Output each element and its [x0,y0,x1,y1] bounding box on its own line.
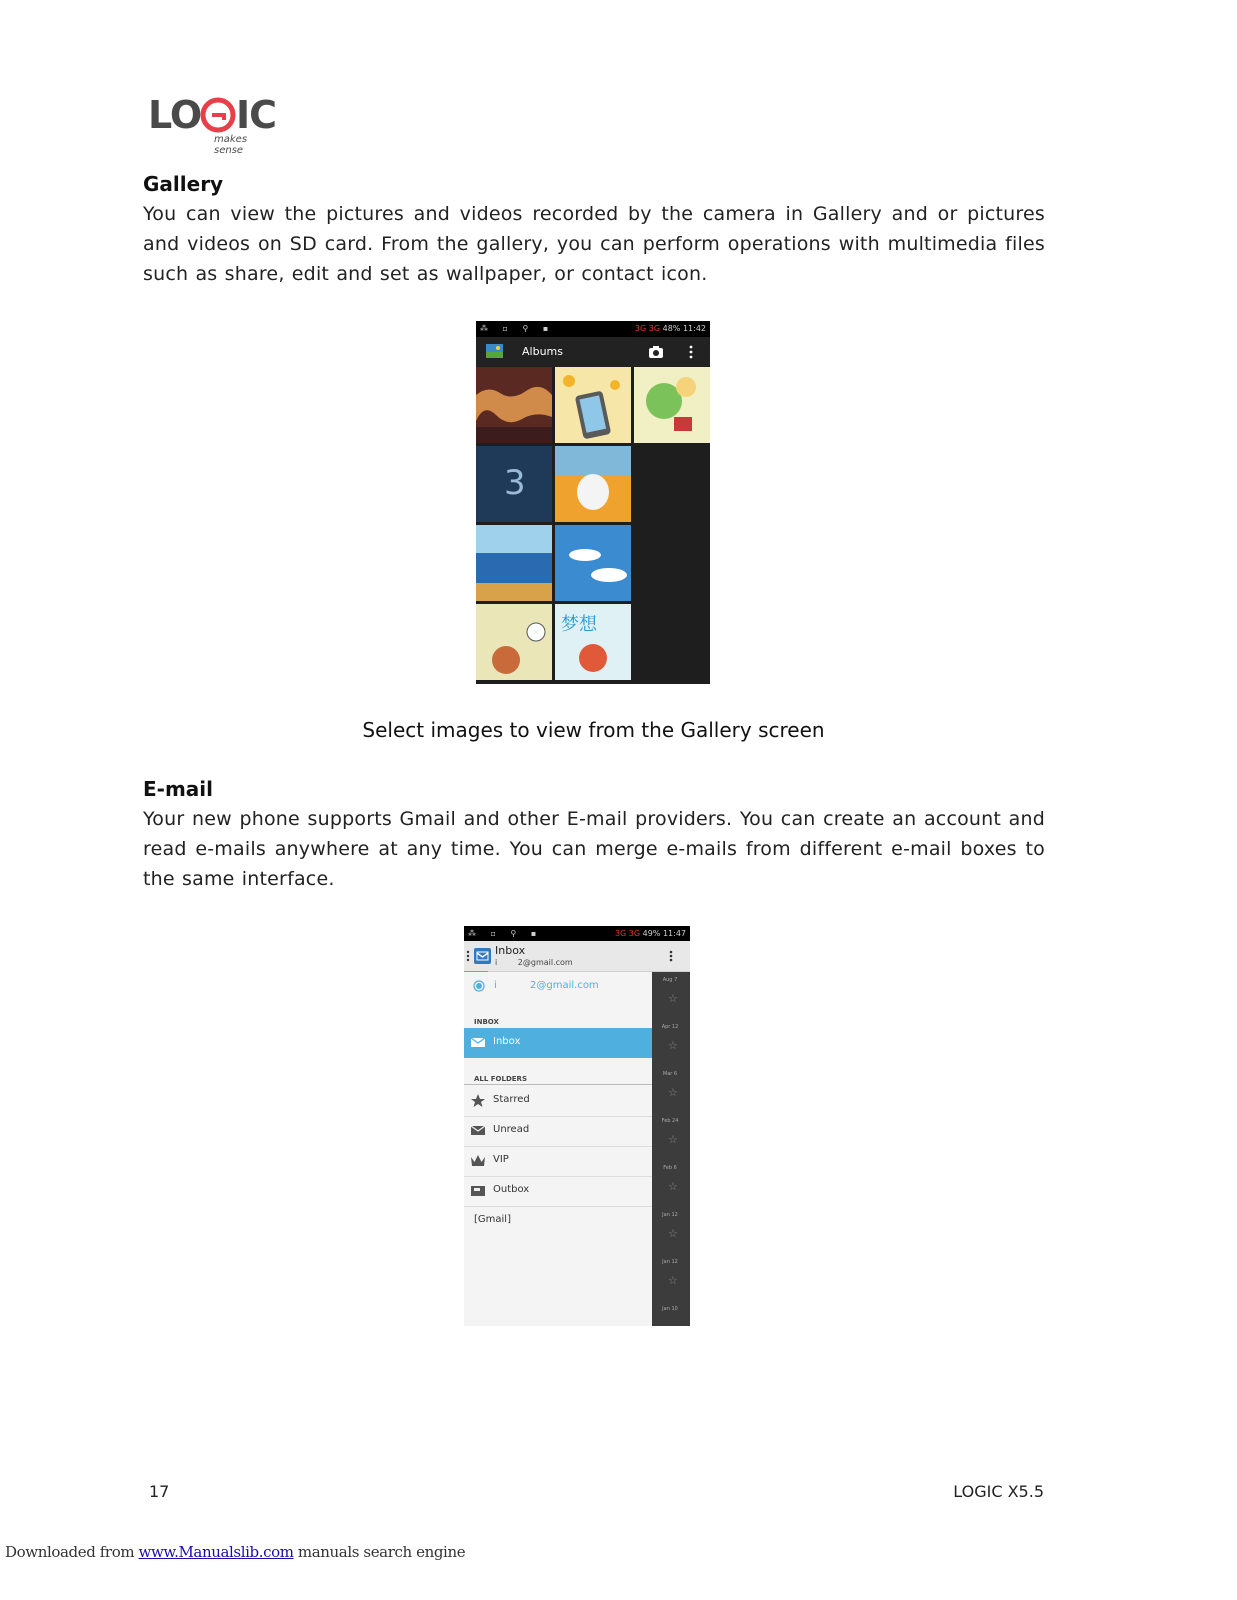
status-right [635,324,706,333]
overflow-menu-icon[interactable] [688,345,694,359]
message-date: Jan 10 [662,1306,678,1312]
overflow-menu-icon[interactable] [669,950,673,962]
manualslib-link[interactable]: www.Manualslib.com [138,1543,294,1561]
folder-label: Outbox [493,1184,530,1195]
status-left-icons: ⁂ ▫ ⚲ ▪ [468,929,543,938]
folder-gmail[interactable] [464,1206,652,1236]
message-list-edge [652,972,690,1326]
status-bar [476,321,710,337]
email-paragraph: Your new phone supports Gmail and other E-mail providers. You can create an account and read e-mails anywhere at any time. You can merge e-mails from different e-mail boxes to the same interface. [143,808,1045,890]
battery-level: 49% [642,929,661,938]
star-outline-icon[interactable]: ☆ [668,1227,678,1240]
gallery-app-icon[interactable] [486,344,503,358]
email-screenshot [464,926,690,1326]
gallery-screenshot [476,321,710,684]
logic-logo [148,92,278,156]
account-subtitle [495,958,573,967]
message-date: Feb 6 [663,1165,677,1171]
status-right [615,929,686,938]
drawer-handle-icon[interactable] [466,950,470,962]
outbox-icon [471,1184,485,1197]
album-thumbnail[interactable] [476,367,552,443]
section-all-folders: ALL FOLDERS [474,1075,527,1083]
page-number: 17 [149,1482,170,1501]
folder-drawer [464,972,652,1326]
email-app-icon[interactable] [474,948,491,964]
account-prefix: i [495,958,498,967]
message-date: Apr 12 [661,1024,679,1030]
email-heading: E-mail [143,777,214,801]
account-email: 2@gmail.com [517,958,573,967]
status-time: 11:47 [662,929,686,938]
folder-label: [Gmail] [474,1214,511,1225]
folder-inbox[interactable] [464,1028,652,1058]
inbox-title: Inbox [495,944,526,957]
folder-unread[interactable] [464,1116,652,1146]
status-time: 11:42 [682,324,706,333]
star-outline-icon[interactable]: ☆ [668,1274,678,1287]
folder-vip[interactable] [464,1146,652,1176]
folder-outbox[interactable] [464,1176,652,1206]
svg-text:3: 3 [504,463,526,503]
album-thumbnail[interactable] [634,367,710,443]
drawer-account-row[interactable] [464,972,652,1002]
gallery-caption: Select images to view from the Gallery screen [362,718,825,742]
download-banner [5,1543,465,1561]
drawer-account-email: 2@gmail.com [530,980,599,991]
album-thumbnail[interactable] [555,446,631,522]
albums-title[interactable]: Albums [522,345,563,358]
star-outline-icon[interactable]: ☆ [668,992,678,1005]
star-outline-icon[interactable]: ☆ [668,1180,678,1193]
model-name: LOGIC X5.5 [953,1482,1044,1501]
album-thumbnail[interactable] [555,525,631,601]
svg-text:LO: LO [148,93,202,137]
network-indicator: 3G 3G [614,929,641,938]
battery-level: 48% [662,324,681,333]
album-thumbnail[interactable] [476,525,552,601]
message-date: Jan 12 [662,1259,678,1265]
star-outline-icon[interactable]: ☆ [668,1086,678,1099]
star-outline-icon[interactable]: ☆ [668,1133,678,1146]
envelope-icon [471,1124,485,1137]
envelope-icon [471,1036,485,1049]
radio-selected-icon[interactable] [473,980,485,992]
divider [464,1084,652,1085]
action-bar [464,941,690,972]
download-prefix: Downloaded from [5,1543,139,1561]
album-thumbnail[interactable] [476,446,552,522]
gallery-paragraph: You can view the pictures and videos recorded by the camera in Gallery and or pictures and videos on SD card. From the gallery, you can perform operations with multimedia files such as share, edit and set as wallpaper, or contact icon. [143,203,1045,285]
status-left-icons: ⁂ ▫ ⚲ ▪ [480,324,555,333]
drawer-account-prefix: i [494,980,497,991]
folder-label: Starred [493,1094,530,1105]
network-indicator: 3G 3G [634,324,661,333]
gallery-heading: Gallery [143,172,224,196]
message-date: Aug 7 [662,977,678,983]
svg-text:梦想: 梦想 [561,614,597,635]
download-suffix: manuals search engine [293,1543,466,1561]
svg-text:IC: IC [236,93,277,137]
message-date: Feb 24 [661,1118,679,1124]
section-inbox: INBOX [474,1018,499,1026]
message-date: Mar 6 [662,1071,678,1077]
status-bar [464,926,690,941]
star-icon [471,1094,485,1107]
logo-tagline: makes sense [214,134,248,156]
folder-label: Unread [493,1124,530,1135]
folder-label: VIP [493,1154,509,1165]
crown-icon [471,1154,485,1167]
folder-starred[interactable] [464,1086,652,1116]
action-bar [476,337,710,367]
album-thumbnail[interactable] [555,367,631,443]
album-thumbnail[interactable] [476,604,552,680]
message-date: Jan 12 [662,1212,678,1218]
star-outline-icon[interactable]: ☆ [668,1039,678,1052]
folder-label: Inbox [493,1036,521,1047]
album-thumbnail[interactable] [555,604,631,680]
camera-icon[interactable] [648,345,664,359]
